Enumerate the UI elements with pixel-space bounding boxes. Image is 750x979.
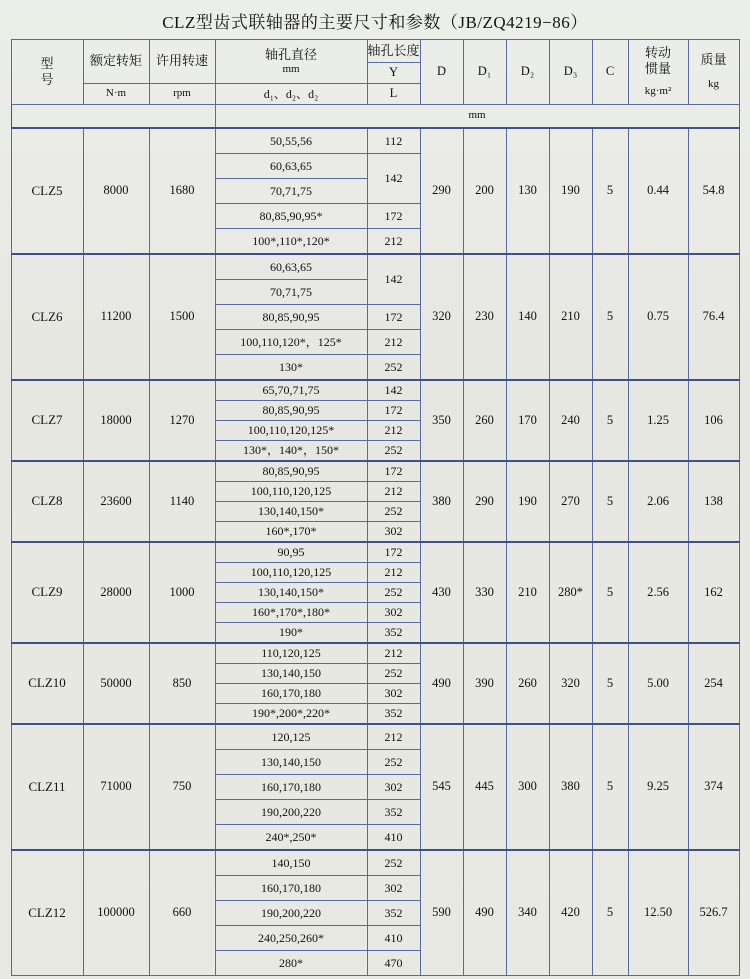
cell-speed: 1500 xyxy=(149,254,215,380)
cell-bore-diameter: 70,71,75 xyxy=(215,280,367,305)
cell-D3: 190 xyxy=(549,128,592,254)
cell-D1: 230 xyxy=(463,254,506,380)
cell-bore-diameter: 190* xyxy=(215,623,367,644)
table-row xyxy=(11,724,739,750)
cell-D2: 300 xyxy=(506,724,549,850)
cell-bore-diameter: 80,85,90,95 xyxy=(215,461,367,482)
cell-bore-diameter: 100,110,120,125 xyxy=(215,482,367,502)
header-model-line1: 型 xyxy=(40,55,54,71)
cell-C: 5 xyxy=(592,380,628,461)
header-bore-symbols: d₁、d₂、d₂ xyxy=(215,84,367,105)
header-bore-diameter xyxy=(215,40,367,84)
header-bore-length-Y: Y xyxy=(367,63,420,84)
cell-bore-length: 172 xyxy=(367,305,420,330)
cell-bore-diameter: 130,140,150 xyxy=(215,664,367,684)
cell-C: 5 xyxy=(592,850,628,976)
cell-bore-length: 212 xyxy=(367,724,420,750)
cell-bore-length: 302 xyxy=(367,876,420,901)
header-mass xyxy=(688,40,739,105)
header-bore-length-L: L xyxy=(367,84,420,105)
cell-bore-diameter: 100,110,120,125* xyxy=(215,421,367,441)
header-rated-torque-unit: N·m xyxy=(83,84,149,105)
header-blank-left xyxy=(11,105,215,129)
cell-D3: 270 xyxy=(549,461,592,542)
cell-rated-torque: 71000 xyxy=(83,724,149,850)
cell-bore-diameter: 190*,200*,220* xyxy=(215,704,367,725)
cell-bore-diameter: 240*,250* xyxy=(215,825,367,851)
cell-bore-length: 252 xyxy=(367,502,420,522)
cell-inertia: 12.50 xyxy=(628,850,688,976)
table-row xyxy=(11,850,739,876)
header-model xyxy=(11,40,83,105)
cell-bore-length: 212 xyxy=(367,330,420,355)
header-D: D xyxy=(420,40,463,105)
cell-bore-diameter: 60,63,65 xyxy=(215,154,367,179)
cell-D1: 200 xyxy=(463,128,506,254)
cell-bore-length: 252 xyxy=(367,750,420,775)
table-row xyxy=(11,254,739,280)
cell-D: 430 xyxy=(420,542,463,643)
cell-speed: 1270 xyxy=(149,380,215,461)
table-row xyxy=(11,380,739,401)
cell-bore-length: 142 xyxy=(367,380,420,401)
cell-bore-diameter: 240,250,260* xyxy=(215,926,367,951)
cell-mass: 162 xyxy=(688,542,739,643)
header-row-1 xyxy=(11,40,739,63)
cell-D2: 210 xyxy=(506,542,549,643)
cell-mass: 76.4 xyxy=(688,254,739,380)
cell-bore-length: 410 xyxy=(367,926,420,951)
cell-speed: 1680 xyxy=(149,128,215,254)
cell-D: 590 xyxy=(420,850,463,976)
cell-bore-diameter: 120,125 xyxy=(215,724,367,750)
header-bore-diameter-unit: mm xyxy=(282,62,300,75)
cell-D3: 420 xyxy=(549,850,592,976)
cell-mass: 374 xyxy=(688,724,739,850)
cell-D: 320 xyxy=(420,254,463,380)
header-mass-label: 质量 xyxy=(700,52,727,67)
cell-bore-length: 352 xyxy=(367,704,420,725)
cell-bore-length: 172 xyxy=(367,461,420,482)
cell-model: CLZ5 xyxy=(11,128,83,254)
cell-bore-diameter: 80,85,90,95 xyxy=(215,401,367,421)
cell-model: CLZ11 xyxy=(11,724,83,850)
header-bore-length xyxy=(367,40,420,63)
cell-bore-diameter: 130*，140*，150* xyxy=(215,441,367,462)
cell-bore-length: 352 xyxy=(367,800,420,825)
cell-rated-torque: 28000 xyxy=(83,542,149,643)
specification-table xyxy=(11,39,740,976)
cell-bore-length: 142 xyxy=(367,154,420,204)
cell-inertia: 2.56 xyxy=(628,542,688,643)
cell-bore-diameter: 100*,110*,120* xyxy=(215,229,367,255)
cell-D3: 380 xyxy=(549,724,592,850)
cell-bore-length: 212 xyxy=(367,229,420,255)
header-bore-diameter-label: 轴孔直径 xyxy=(264,46,317,62)
header-D1: D₁ xyxy=(463,40,506,105)
cell-C: 5 xyxy=(592,128,628,254)
cell-C: 5 xyxy=(592,724,628,850)
cell-mass: 526.7 xyxy=(688,850,739,976)
table-row xyxy=(11,461,739,482)
cell-bore-diameter: 160*,170*,180* xyxy=(215,603,367,623)
cell-rated-torque: 50000 xyxy=(83,643,149,724)
header-model-line2: 号 xyxy=(40,72,54,87)
cell-bore-length: 112 xyxy=(367,128,420,154)
cell-speed: 850 xyxy=(149,643,215,724)
cell-bore-diameter: 280* xyxy=(215,951,367,976)
cell-bore-diameter: 130,140,150* xyxy=(215,502,367,522)
cell-bore-diameter: 160,170,180 xyxy=(215,684,367,704)
cell-D2: 140 xyxy=(506,254,549,380)
cell-bore-length: 302 xyxy=(367,603,420,623)
cell-D1: 290 xyxy=(463,461,506,542)
header-inertia-line1: 转动 xyxy=(644,44,671,60)
cell-bore-length: 410 xyxy=(367,825,420,851)
header-mass-unit: kg xyxy=(708,78,719,91)
cell-D1: 390 xyxy=(463,643,506,724)
cell-D: 545 xyxy=(420,724,463,850)
cell-D1: 260 xyxy=(463,380,506,461)
cell-bore-length: 172 xyxy=(367,204,420,229)
cell-rated-torque: 11200 xyxy=(83,254,149,380)
cell-bore-length: 172 xyxy=(367,401,420,421)
cell-bore-diameter: 90,95 xyxy=(215,542,367,563)
cell-rated-torque: 100000 xyxy=(83,850,149,976)
cell-bore-length: 302 xyxy=(367,522,420,543)
header-inertia-line2: 惯量 xyxy=(644,61,671,77)
cell-speed: 660 xyxy=(149,850,215,976)
page-title: CLZ型齿式联轴器的主要尺寸和参数（JB/ZQ4219−86） xyxy=(162,13,588,32)
cell-bore-length: 172 xyxy=(367,542,420,563)
cell-bore-diameter: 140,150 xyxy=(215,850,367,876)
cell-D2: 340 xyxy=(506,850,549,976)
cell-D3: 240 xyxy=(549,380,592,461)
cell-bore-length: 352 xyxy=(367,901,420,926)
cell-bore-diameter: 70,71,75 xyxy=(215,179,367,204)
cell-C: 5 xyxy=(592,542,628,643)
cell-bore-length: 302 xyxy=(367,775,420,800)
table-row xyxy=(11,643,739,664)
cell-bore-length: 212 xyxy=(367,563,420,583)
cell-model: CLZ10 xyxy=(11,643,83,724)
cell-mass: 54.8 xyxy=(688,128,739,254)
header-bore-length-label: 轴孔长度 xyxy=(367,42,420,58)
cell-bore-length: 252 xyxy=(367,850,420,876)
cell-inertia: 1.25 xyxy=(628,380,688,461)
cell-D1: 490 xyxy=(463,850,506,976)
table-row xyxy=(11,128,739,154)
cell-D2: 170 xyxy=(506,380,549,461)
cell-bore-length: 252 xyxy=(367,664,420,684)
cell-C: 5 xyxy=(592,254,628,380)
cell-D2: 130 xyxy=(506,128,549,254)
cell-inertia: 0.75 xyxy=(628,254,688,380)
cell-bore-diameter: 160*,170* xyxy=(215,522,367,543)
cell-C: 5 xyxy=(592,643,628,724)
cell-rated-torque: 8000 xyxy=(83,128,149,254)
cell-bore-length: 212 xyxy=(367,421,420,441)
cell-inertia: 9.25 xyxy=(628,724,688,850)
cell-D2: 190 xyxy=(506,461,549,542)
cell-D2: 260 xyxy=(506,643,549,724)
cell-bore-length: 352 xyxy=(367,623,420,644)
cell-D: 380 xyxy=(420,461,463,542)
cell-bore-diameter: 190,200,220 xyxy=(215,901,367,926)
cell-bore-diameter: 100,110,120,125 xyxy=(215,563,367,583)
cell-bore-diameter: 80,85,90,95 xyxy=(215,305,367,330)
cell-bore-diameter: 190,200,220 xyxy=(215,800,367,825)
cell-bore-diameter: 160,170,180 xyxy=(215,876,367,901)
table-head xyxy=(11,40,739,129)
cell-bore-diameter: 100,110,120*，125* xyxy=(215,330,367,355)
cell-bore-diameter: 110,120,125 xyxy=(215,643,367,664)
header-inertia-unit: kg·m² xyxy=(644,85,672,98)
cell-mass: 254 xyxy=(688,643,739,724)
cell-mass: 106 xyxy=(688,380,739,461)
header-rated-torque xyxy=(83,40,149,84)
cell-bore-length: 302 xyxy=(367,684,420,704)
cell-model: CLZ7 xyxy=(11,380,83,461)
cell-D: 290 xyxy=(420,128,463,254)
table-row xyxy=(11,542,739,563)
cell-bore-diameter: 80,85,90,95* xyxy=(215,204,367,229)
cell-bore-diameter: 130,140,150* xyxy=(215,583,367,603)
cell-bore-length: 252 xyxy=(367,583,420,603)
table-body xyxy=(11,128,739,976)
cell-model: CLZ8 xyxy=(11,461,83,542)
cell-rated-torque: 18000 xyxy=(83,380,149,461)
cell-bore-diameter: 60,63,65 xyxy=(215,254,367,280)
cell-bore-diameter: 50,55,56 xyxy=(215,128,367,154)
header-speed xyxy=(149,40,215,84)
cell-D1: 330 xyxy=(463,542,506,643)
header-D3: D₃ xyxy=(549,40,592,105)
header-speed-unit: rpm xyxy=(149,84,215,105)
cell-mass: 138 xyxy=(688,461,739,542)
cell-bore-length: 212 xyxy=(367,482,420,502)
cell-model: CLZ6 xyxy=(11,254,83,380)
cell-D3: 210 xyxy=(549,254,592,380)
cell-inertia: 2.06 xyxy=(628,461,688,542)
cell-bore-diameter: 130* xyxy=(215,355,367,381)
cell-bore-length: 142 xyxy=(367,254,420,305)
cell-model: CLZ9 xyxy=(11,542,83,643)
cell-C: 5 xyxy=(592,461,628,542)
cell-bore-diameter: 130,140,150 xyxy=(215,750,367,775)
header-C: C xyxy=(592,40,628,105)
cell-speed: 1000 xyxy=(149,542,215,643)
header-inertia xyxy=(628,40,688,105)
cell-speed: 750 xyxy=(149,724,215,850)
cell-inertia: 0.44 xyxy=(628,128,688,254)
cell-rated-torque: 23600 xyxy=(83,461,149,542)
header-speed-label: 许用转速 xyxy=(155,53,208,69)
cell-D3: 320 xyxy=(549,643,592,724)
cell-speed: 1140 xyxy=(149,461,215,542)
cell-D1: 445 xyxy=(463,724,506,850)
cell-bore-length: 252 xyxy=(367,441,420,462)
header-D2: D₂ xyxy=(506,40,549,105)
cell-D: 490 xyxy=(420,643,463,724)
cell-bore-diameter: 160,170,180 xyxy=(215,775,367,800)
cell-bore-length: 252 xyxy=(367,355,420,381)
cell-bore-length: 212 xyxy=(367,643,420,664)
header-mm-span: mm xyxy=(215,105,739,129)
cell-bore-length: 470 xyxy=(367,951,420,976)
cell-inertia: 5.00 xyxy=(628,643,688,724)
cell-model: CLZ12 xyxy=(11,850,83,976)
cell-bore-diameter: 65,70,71,75 xyxy=(215,380,367,401)
cell-D: 350 xyxy=(420,380,463,461)
header-row-unit-mm xyxy=(11,105,739,129)
cell-D3: 280* xyxy=(549,542,592,643)
header-rated-torque-label: 额定转矩 xyxy=(89,53,142,69)
